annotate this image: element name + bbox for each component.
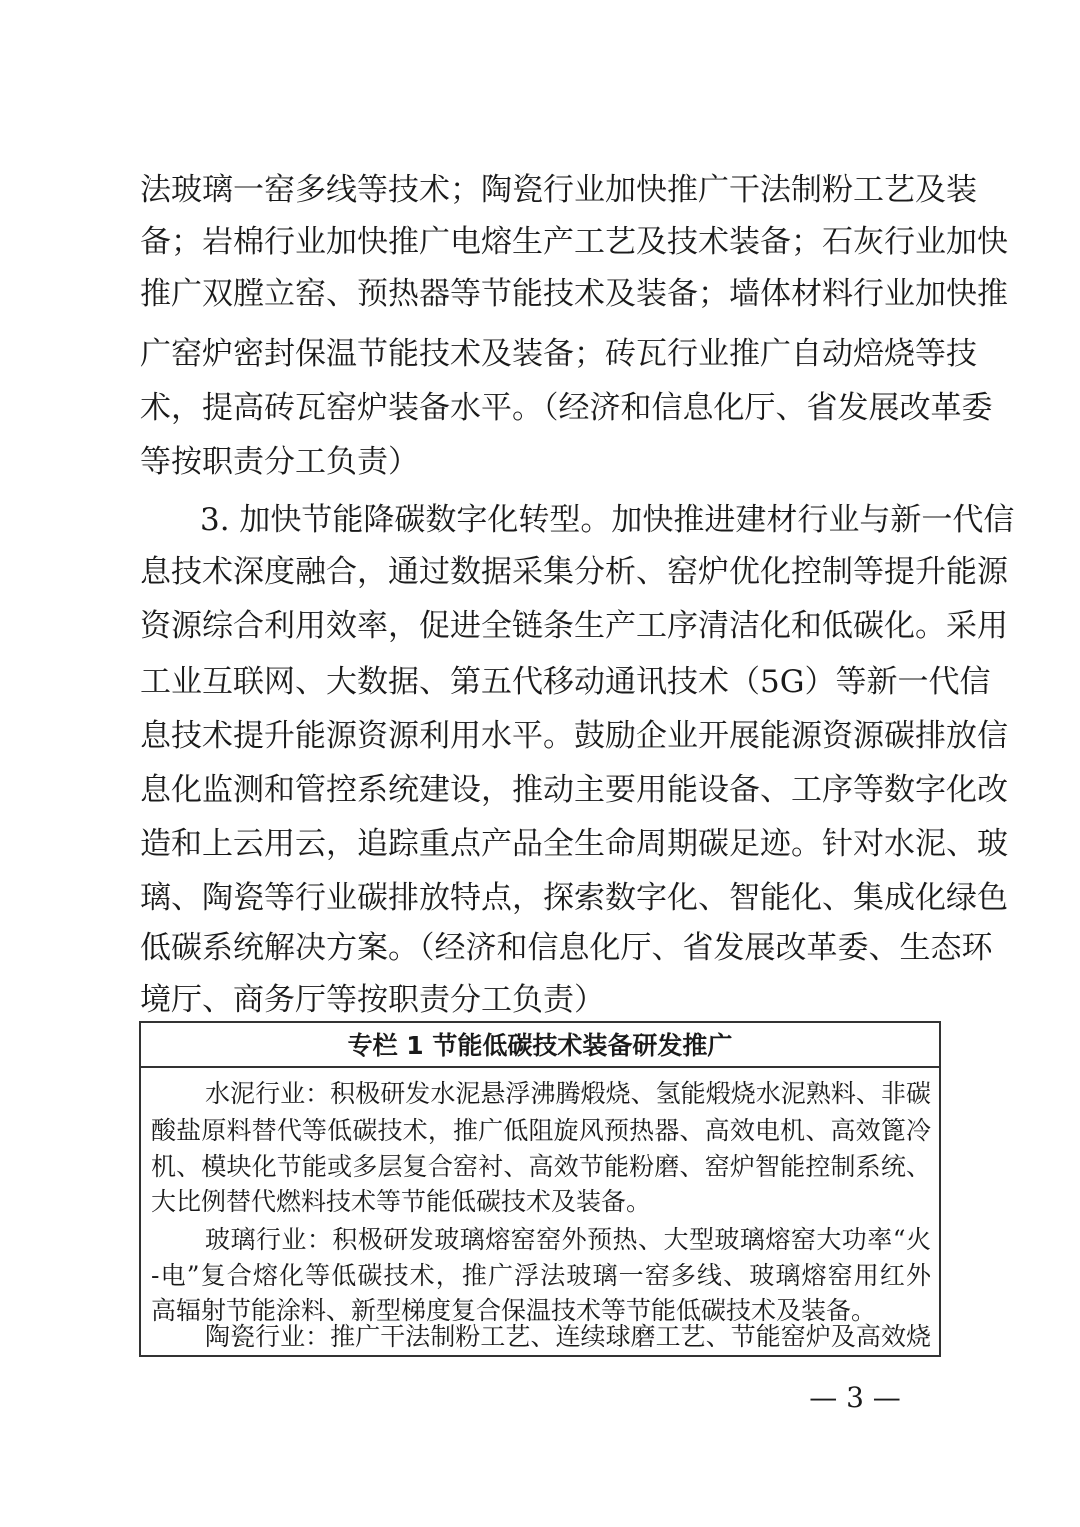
body-line-11: 息技术提升能源资源利用水平。鼓励企业开展能源资源碳排放信 xyxy=(140,718,1008,754)
box-line-3: 机、模块化节能或多层复合窑衬、高效节能粉磨、窑炉智能控制系统、 xyxy=(151,1152,931,1181)
body-line-16: 境厅、商务厅等按职责分工负责） xyxy=(140,982,605,1018)
box-line-4: 大比例替代燃料技术等节能低碳技术及装备。 xyxy=(151,1187,652,1216)
box-line-2: 酸盐原料替代等低碳技术，推广低阻旋风预热器、高效电机、高效篦冷 xyxy=(151,1116,931,1145)
body-line-6: 等按职责分工负责） xyxy=(140,444,419,480)
body-line-9: 资源综合利用效率，促进全链条生产工序清洁化和低碳化。采用 xyxy=(140,608,1008,644)
body-line-5: 术，提高砖瓦窑炉装备水平。（经济和信息化厅、省发展改革委 xyxy=(140,390,993,426)
box-line-5: 玻璃行业：积极研发玻璃熔窑窑外预热、大型玻璃熔窑大功率“火 xyxy=(205,1225,931,1254)
body-line-10: 工业互联网、大数据、第五代移动通讯技术（5G）等新一代信 xyxy=(140,664,991,700)
body-line-2: 备；岩棉行业加快推广电熔生产工艺及技术装备；石灰行业加快 xyxy=(140,224,1008,260)
body-line-1: 法玻璃一窑多线等技术；陶瓷行业加快推广干法制粉工艺及装 xyxy=(140,172,977,208)
box-line-6: -电”复合熔化等低碳技术，推广浮法玻璃一窑多线、玻璃熔窑用红外 xyxy=(151,1261,931,1290)
section-heading-line: 3. 加快节能降碳数字化转型。加快推进建材行业与新一代信 xyxy=(200,502,1015,538)
box-line-8: 陶瓷行业：推广干法制粉工艺、连续球磨工艺、节能窑炉及高效烧 xyxy=(205,1322,931,1351)
body-line-4: 广窑炉密封保温节能技术及装备；砖瓦行业推广自动焙烧等技 xyxy=(140,336,977,372)
special-column-box xyxy=(139,1021,941,1357)
body-line-3: 推广双膛立窑、预热器等节能技术及装备；墙体材料行业加快推 xyxy=(140,276,1008,312)
body-line-8: 息技术深度融合，通过数据采集分析、窑炉优化控制等提升能源 xyxy=(140,554,1008,590)
page-number: — 3 — xyxy=(809,1381,901,1414)
body-line-12: 息化监测和管控系统建设，推动主要用能设备、工序等数字化改 xyxy=(140,772,1008,808)
body-line-13: 造和上云用云，追踪重点产品全生命周期碳足迹。针对水泥、玻 xyxy=(140,826,1008,862)
special-column-title: 专栏 1 节能低碳技术装备研发推广 xyxy=(141,1023,939,1068)
box-line-1: 水泥行业：积极研发水泥悬浮沸腾煅烧、氢能煅烧水泥熟料、非碳 xyxy=(205,1079,931,1108)
box-line-7: 高辐射节能涂料、新型梯度复合保温技术等节能低碳技术及装备。 xyxy=(151,1296,877,1325)
body-line-14: 璃、陶瓷等行业碳排放特点，探索数字化、智能化、集成化绿色 xyxy=(140,880,1008,916)
body-line-15: 低碳系统解决方案。（经济和信息化厅、省发展改革委、生态环 xyxy=(140,930,993,966)
